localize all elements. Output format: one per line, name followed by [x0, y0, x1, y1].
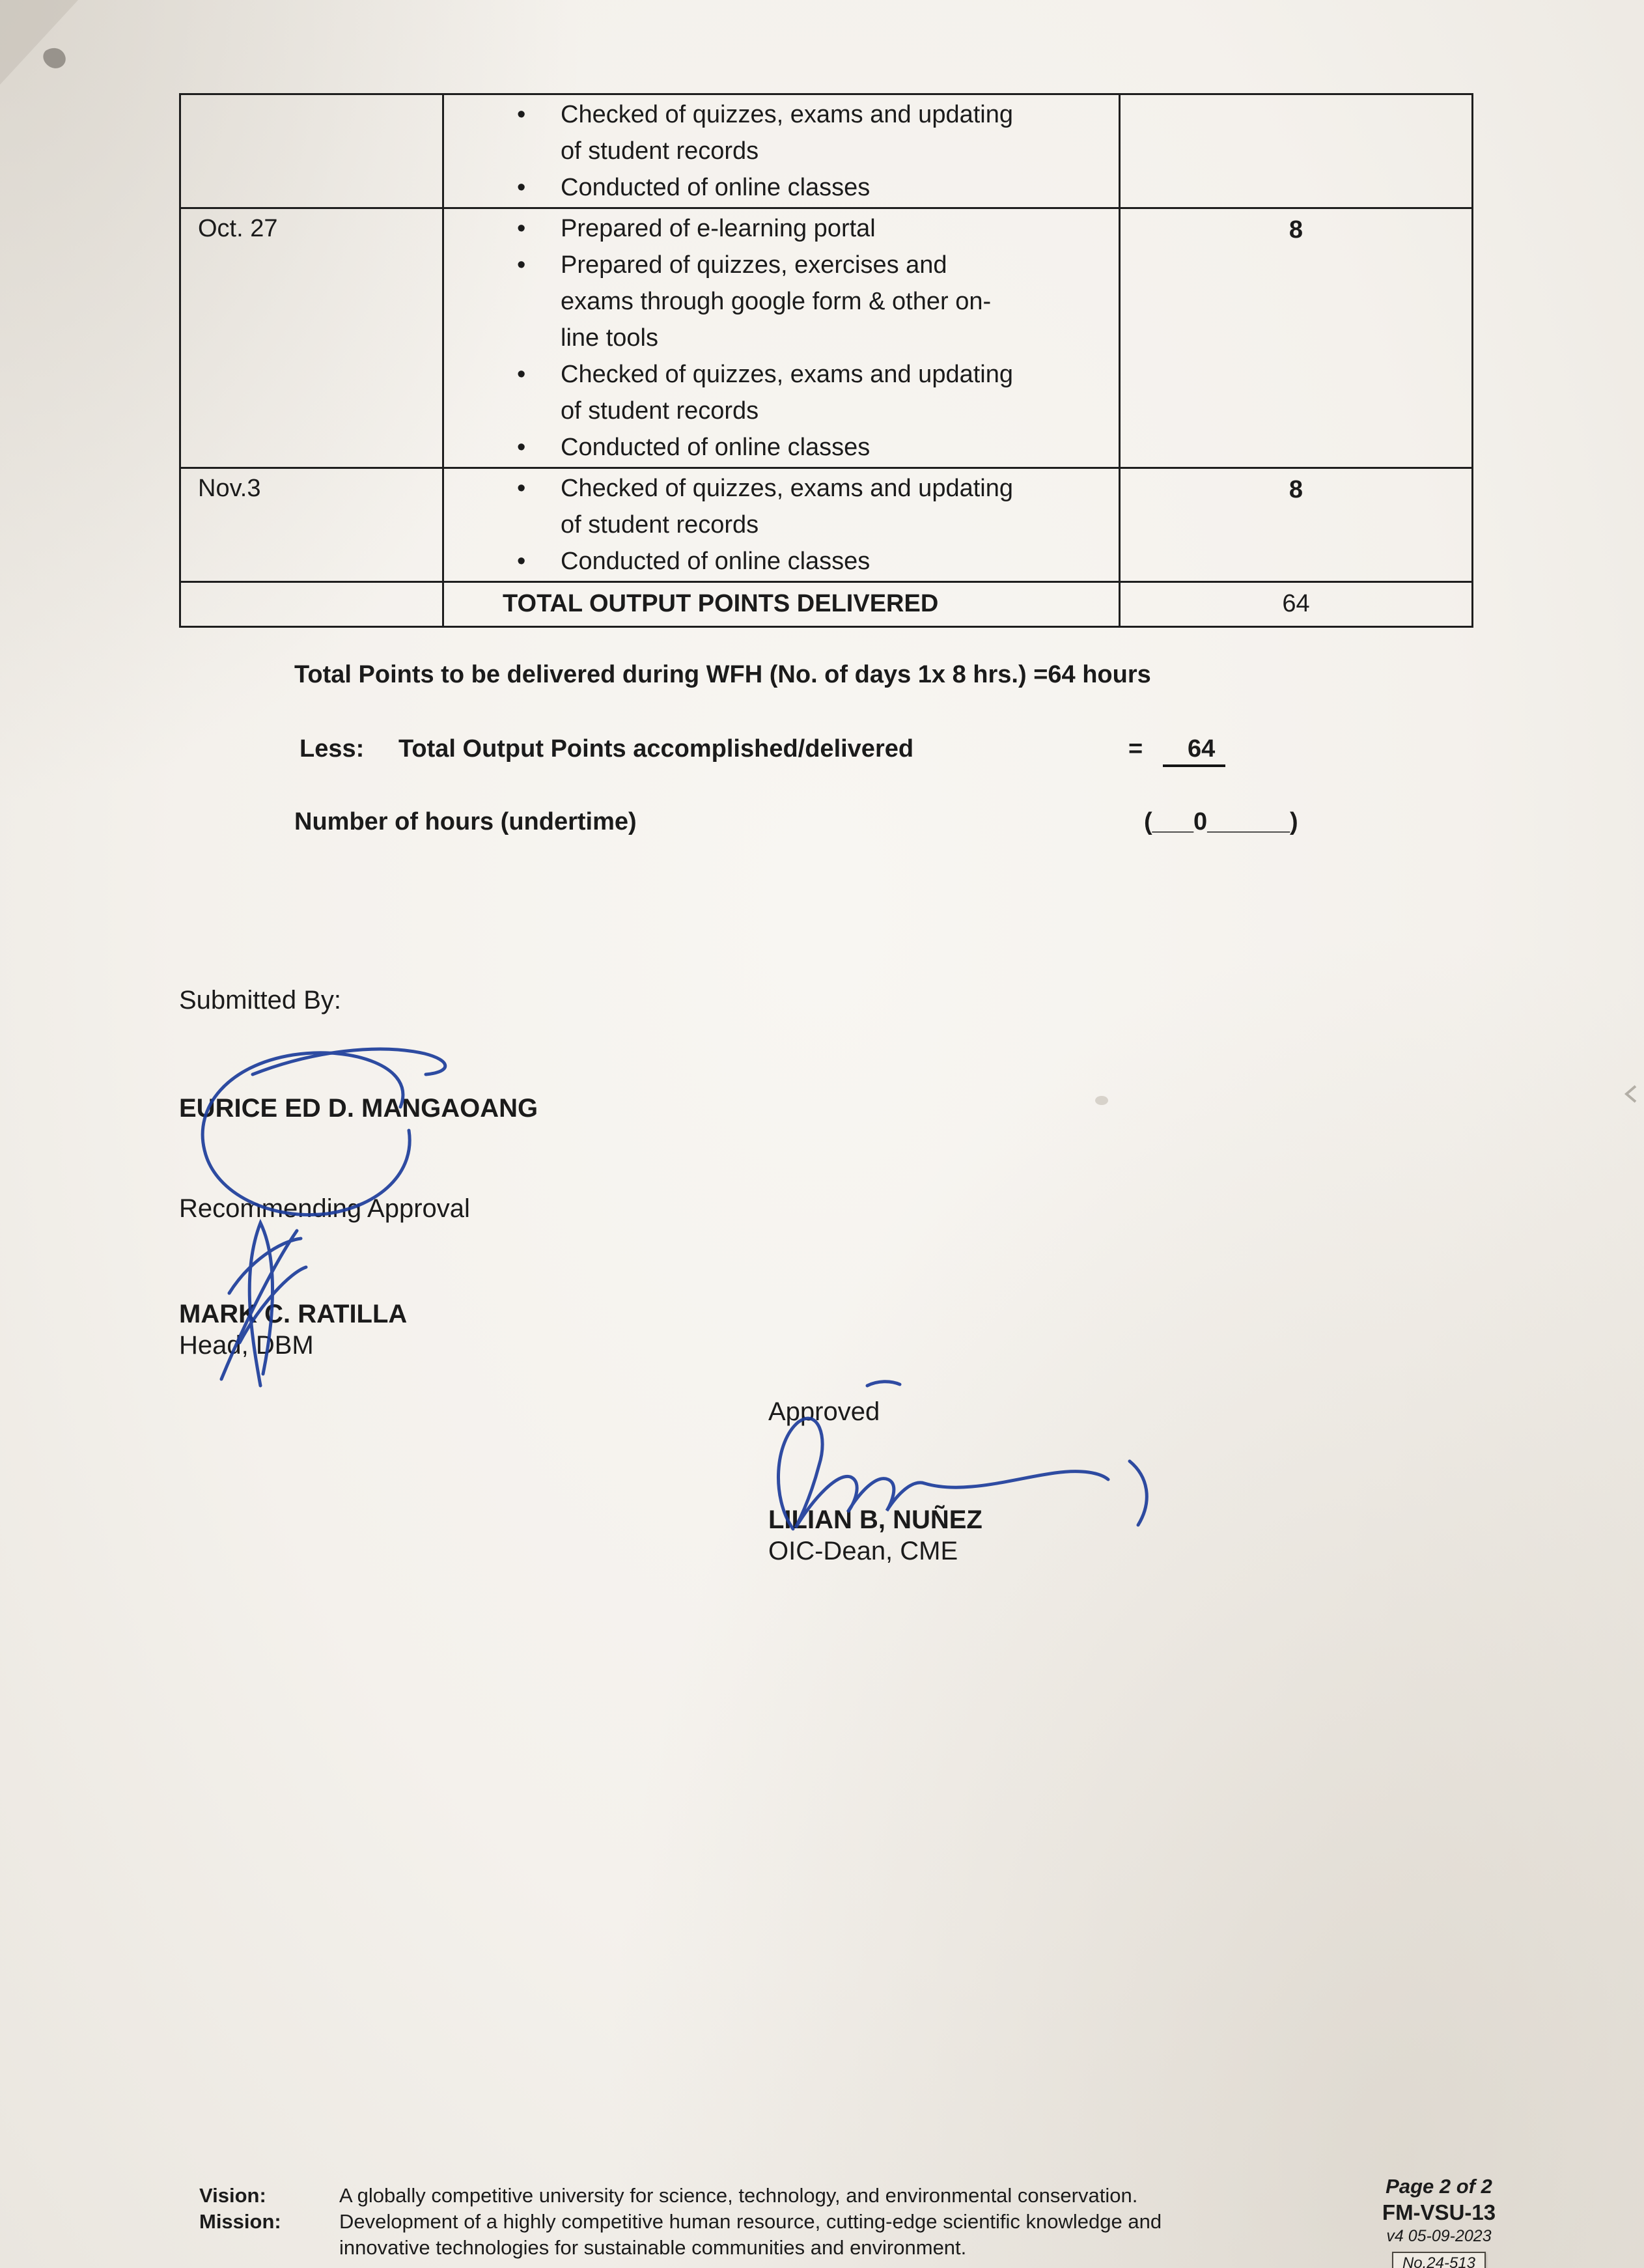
hours-cell: [1120, 94, 1473, 208]
tasks-cell: [443, 94, 1120, 208]
tasks-cell: [443, 208, 1120, 468]
approver-title: OIC-Dean, CME: [768, 1537, 958, 1565]
footer-form-meta: [1348, 2174, 1530, 2268]
total-output-label: TOTAL OUTPUT POINTS DELIVERED: [443, 582, 1120, 627]
task-item: • Prepared of e-learning portal: [444, 210, 1016, 247]
less-text: Total Output Points accomplished/delivered: [398, 735, 914, 763]
undertime-value: (___0______): [1144, 808, 1298, 835]
hours-cell: 8: [1120, 468, 1473, 582]
task-item: • Conducted of online classes: [444, 543, 1016, 580]
task-item: • Prepared of quizzes, exercises and exams through google form & other on-line tools: [444, 247, 1016, 356]
task-item: • Checked of quizzes, exams and updating of student records: [444, 470, 1016, 543]
form-version: v4 05-09-2023: [1386, 2227, 1492, 2245]
edge-artifact: [1626, 1086, 1636, 1102]
paper-smudge: [1095, 1096, 1108, 1105]
task-list: [444, 470, 1119, 580]
recommending-approval-label: Recommending Approval: [179, 1194, 470, 1223]
submitter-signature: [202, 1049, 445, 1215]
recommender-title: Head, DBM: [179, 1331, 314, 1360]
vision-label: Vision:: [199, 2184, 266, 2207]
task-list: [444, 96, 1119, 206]
table-row: [180, 94, 1473, 208]
undertime-label: Number of hours (undertime): [294, 808, 637, 835]
date-cell: [180, 582, 443, 627]
less-label: Less:: [300, 735, 365, 763]
table-total-row: [180, 582, 1473, 627]
approved-label: Approved: [768, 1397, 880, 1426]
date-cell: [180, 94, 443, 208]
approver-name: LILIAN B, NUÑEZ: [768, 1505, 982, 1534]
reference-number-box: No.24-513: [1392, 2252, 1486, 2268]
mission-text: Development of a highly competitive human resource, cutting-edge scientific knowledge and innovative technologies for sustainable communities and environment.: [339, 2210, 1162, 2259]
table-row: [180, 208, 1473, 468]
hours-cell: 8: [1120, 208, 1473, 468]
submitted-by-label: Submitted By:: [179, 986, 342, 1015]
total-points-line: Total Points to be delivered during WFH (No. of days 1x 8 hrs.) =64 hours: [294, 661, 1151, 688]
mission-label: Mission:: [199, 2210, 281, 2233]
wfh-output-table: [179, 93, 1473, 628]
submitter-name: EURICE ED D. MANGAOANG: [179, 1094, 538, 1123]
task-item: • Conducted of online classes: [444, 429, 1016, 466]
recommender-name: MARK C. RATILLA: [179, 1300, 408, 1328]
table-row: [180, 468, 1473, 582]
ink-speck: [43, 48, 65, 68]
vision-text: A globally competitive university for science, technology, and environmental conservation.: [339, 2184, 1138, 2207]
corner-fold: [0, 0, 78, 85]
task-list: [444, 210, 1119, 466]
equals-sign: =: [1128, 735, 1143, 763]
date-cell: Oct. 27: [180, 208, 443, 468]
date-cell: Nov.3: [180, 468, 443, 582]
vision-mission-text: [339, 2183, 1212, 2261]
page-number: Page 2 of 2: [1386, 2175, 1492, 2198]
total-output-value: 64: [1120, 582, 1473, 627]
less-value: 64: [1163, 733, 1225, 767]
task-item: • Checked of quizzes, exams and updating of student records: [444, 96, 1016, 169]
tasks-cell: [443, 468, 1120, 582]
task-item: • Checked of quizzes, exams and updating of student records: [444, 356, 1016, 429]
task-item: • Conducted of online classes: [444, 169, 1016, 206]
form-code: FM-VSU-13: [1382, 2200, 1496, 2224]
